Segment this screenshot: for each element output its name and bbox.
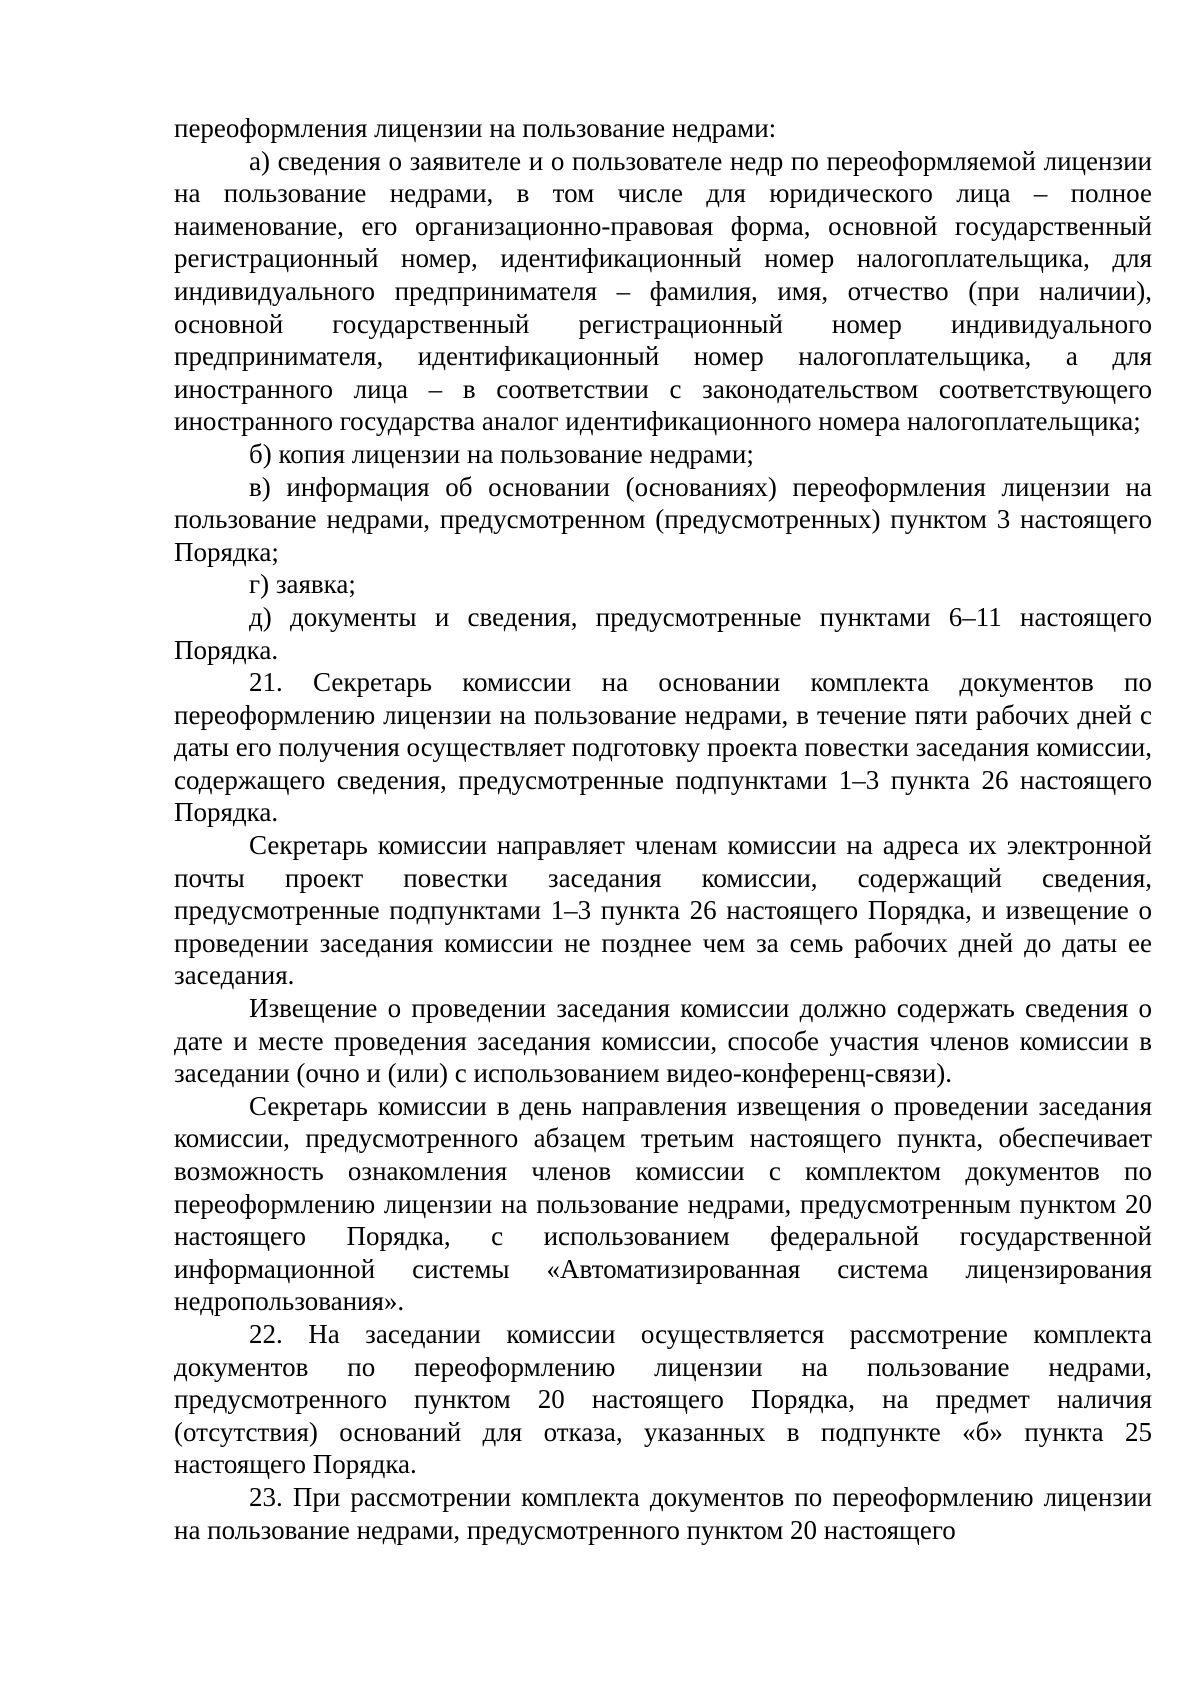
paragraph-item-g: г) заявка;: [249, 569, 356, 600]
paragraph-clause-23: 23. При рассмотрении комплекта документов по переоформлению лицензии на пользование недрами, предусмотренного пунктом 20 настоящего: [174, 1481, 1152, 1545]
paragraph-clause-21-notice-content: Извещение о проведении заседания комиссии должно содержать сведения о дате и месте проведения заседания комиссии, способе участия членов комиссии в заседании (очно и (или) с использованием видео-конференц-связи).: [174, 993, 1152, 1089]
paragraph-clause-21-access: Секретарь комиссии в день направления извещения о проведении заседания комиссии, предусмотренного абзацем третьим настоящего пункта, обеспечивает возможность ознакомления членов комиссии с комплектом документов по переоформлению лицензии на пользование недрами, предусмотренным пунктом 20 настоящего Порядка, с использованием федеральной государственной информационной системы «Автоматизированная система лицензирования недропользования».: [174, 1090, 1152, 1317]
paragraph-clause-22: 22. На заседании комиссии осуществляется рассмотрение комплекта документов по переоформлению лицензии на пользование недрами, предусмотренного пунктом 20 настоящего Порядка, на предмет наличия (отсутствия) оснований для отказа, указанных в подпункте «б» пункта 25 настоящего Порядка.: [174, 1318, 1152, 1480]
paragraph-item-d: д) документы и сведения, предусмотренные пунктами 6–11 настоящего Порядка.: [174, 601, 1152, 665]
paragraph-item-v: в) информация об основании (основаниях) переоформления лицензии на пользование недрами, предусмотренном (предусмотренных) пунктом 3 настоящего Порядка;: [174, 471, 1152, 567]
paragraph-clause-21: 21. Секретарь комиссии на основании комплекта документов по переоформлению лицензии на пользование недрами, в течение пяти рабочих дней с даты его получения осуществляет подготовку проекта повестки заседания комиссии, содержащего сведения, предусмотренные подпунктами 1–3 пункта 26 настоящего Порядка.: [174, 667, 1152, 828]
paragraph-clause-21-notice: Секретарь комиссии направляет членам комиссии на адреса их электронной почты проект повестки заседания комиссии, содержащий сведения, предусмотренные подпунктами 1–3 пункта 26 настоящего Порядка, и извещение о проведении заседания комиссии не позднее чем за семь рабочих дней до даты ее заседания.: [174, 830, 1152, 991]
paragraph-continuation: переоформления лицензии на пользование недрами:: [174, 113, 777, 143]
document-page: [174, 112, 1152, 1546]
paragraph-item-b: б) копия лицензии на пользование недрами;: [249, 438, 754, 469]
paragraph-item-a: а) сведения о заявителе и о пользователе недр по переоформляемой лицензии на пользование недрами, в том числе для юридического лица – полное наименование, его организационно-правовая форма, основной государственный регистрационный номер, идентификационный номер налогоплательщика, для индивидуального предпринимателя – фамилия, имя, отчество (при наличии), основной государственный регистрационный номер индивидуального предпринимателя, идентификационный номер налогоплательщика, а для иностранного лица – в соответствии с законодательством соответствующего иностранного государства аналог идентификационного номера налогоплательщика;: [174, 145, 1152, 437]
